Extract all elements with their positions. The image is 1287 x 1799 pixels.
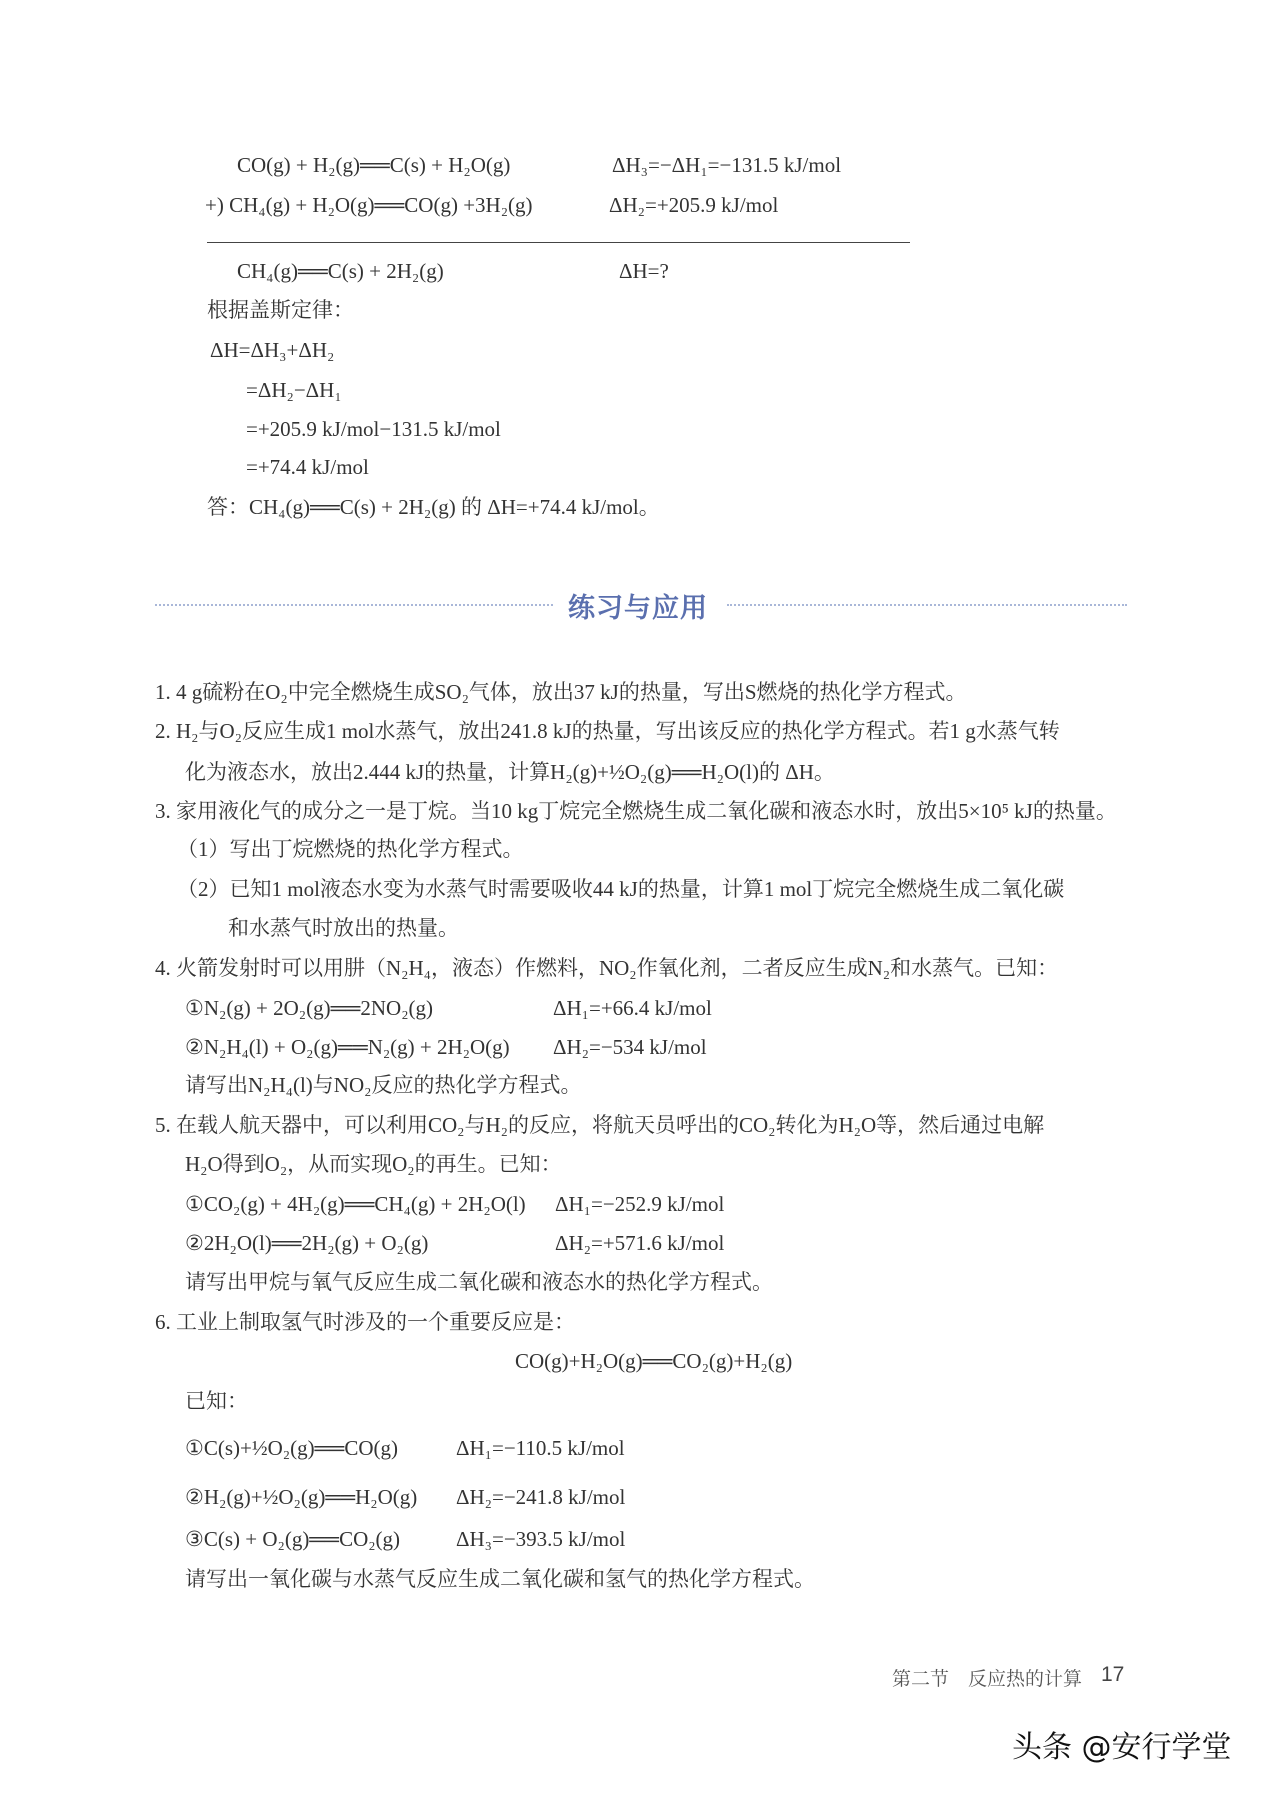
- exercise-6-eq-3: ③C(s) + O₂(g)══CO₂(g): [185, 1527, 401, 1551]
- step-1: ΔH=ΔH₃+ΔH₂: [210, 338, 335, 362]
- exercise-5-eq-2: ②2H₂O(l)══2H₂(g) + O₂(g): [185, 1231, 429, 1255]
- exercise-4-eq-2: ②N₂H₄(l) + O₂(g)══N₂(g) + 2H₂O(g): [185, 1035, 510, 1059]
- exercise-5-dh-2: ΔH₂=+571.6 kJ/mol: [555, 1231, 725, 1255]
- exercise-4-dh-1: ΔH₁=+66.4 kJ/mol: [553, 996, 712, 1020]
- exercise-6-eq-2: ②H₂(g)+½O₂(g)══H₂O(g): [185, 1485, 418, 1509]
- page-number: 17: [1101, 1663, 1125, 1686]
- exercise-4: 4. 火箭发射时可以用肼（N₂H₄，液态）作燃料，NO₂作氧化剂，二者反应生成N₂和水蒸气。已知：: [155, 956, 1059, 980]
- exercise-2: 2. H₂与O₂反应生成1 mol水蒸气，放出241.8 kJ的热量，写出该反应的热化学方程式。若1 g水蒸气转: [155, 719, 1060, 743]
- step-4: =+74.4 kJ/mol: [246, 455, 369, 479]
- exercise-4-ask: 请写出N₂H₄(l)与NO₂反应的热化学方程式。: [185, 1073, 582, 1097]
- exercise-5: 5. 在载人航天器中，可以利用CO₂与H₂的反应，将航天员呼出的CO₂转化为H₂O等，然后通过电解: [155, 1113, 1045, 1137]
- exercise-6-known: 已知：: [185, 1389, 248, 1413]
- equation-1: CO(g) + H₂(g)══C(s) + H₂O(g): [237, 153, 511, 177]
- exercise-5-ask: 请写出甲烷与氧气反应生成二氧化碳和液态水的热化学方程式。: [185, 1270, 773, 1294]
- footer-section-title: 第二节 反应热的计算: [892, 1669, 1083, 1690]
- exercise-3-part-2: （2）已知1 mol液态水变为水蒸气时需要吸收44 kJ的热量，计算1 mol丁烷完全燃烧生成二氧化碳: [177, 877, 1065, 901]
- exercise-4-eq-1: ①N₂(g) + 2O₂(g)══2NO₂(g): [185, 996, 434, 1020]
- exercise-2-cont: 化为液态水，放出2.444 kJ的热量，计算H₂(g)+½O₂(g)══H₂O(l)的 ΔH。: [185, 760, 835, 784]
- heading-divider-left: [155, 604, 553, 606]
- exercise-5-dh-1: ΔH₁=−252.9 kJ/mol: [555, 1192, 725, 1216]
- step-2: =ΔH₂−ΔH₁: [246, 378, 342, 402]
- exercise-1: 1. 4 g硫粉在O₂中完全燃烧生成SO₂气体，放出37 kJ的热量，写出S燃烧的热化学方程式。: [155, 680, 967, 704]
- enthalpy-1: ΔH₃=−ΔH₁=−131.5 kJ/mol: [612, 153, 842, 177]
- enthalpy-2: ΔH₂=+205.9 kJ/mol: [609, 193, 779, 217]
- exercise-4-dh-2: ΔH₂=−534 kJ/mol: [553, 1035, 707, 1059]
- exercise-3-part-1: （1）写出丁烷燃烧的热化学方程式。: [177, 837, 524, 861]
- sum-rule: [207, 242, 910, 243]
- exercise-6-ask: 请写出一氧化碳与水蒸气反应生成二氧化碳和氢气的热化学方程式。: [185, 1567, 815, 1591]
- exercise-6-eq-1: ①C(s)+½O₂(g)══CO(g): [185, 1436, 398, 1460]
- exercise-6-main-eq: CO(g)+H₂O(g)══CO₂(g)+H₂(g): [515, 1349, 793, 1373]
- hess-law-label: 根据盖斯定律：: [207, 298, 354, 322]
- heading-divider-right: [727, 604, 1127, 606]
- exercise-6: 6. 工业上制取氢气时涉及的一个重要反应是：: [155, 1310, 575, 1334]
- equation-2: +) CH₄(g) + H₂O(g)══CO(g) +3H₂(g): [205, 193, 533, 217]
- exercise-6-dh-2: ΔH₂=−241.8 kJ/mol: [456, 1485, 626, 1509]
- enthalpy-sum: ΔH=?: [619, 259, 669, 283]
- exercise-5-cont: H₂O得到O₂，从而实现O₂的再生。已知：: [185, 1152, 562, 1176]
- watermark: 头条 @安行学堂: [1012, 1730, 1232, 1765]
- answer: 答：CH₄(g)══C(s) + 2H₂(g) 的 ΔH=+74.4 kJ/mol。: [207, 495, 660, 519]
- section-heading: 练习与应用: [568, 593, 708, 624]
- exercise-6-dh-3: ΔH₃=−393.5 kJ/mol: [456, 1527, 626, 1551]
- exercise-6-dh-1: ΔH₁=−110.5 kJ/mol: [456, 1436, 625, 1460]
- exercise-3-part-2-cont: 和水蒸气时放出的热量。: [228, 916, 459, 940]
- exercise-3: 3. 家用液化气的成分之一是丁烷。当10 kg丁烷完全燃烧生成二氧化碳和液态水时，放出5×10⁵ kJ的热量。: [155, 799, 1117, 823]
- exercise-5-eq-1: ①CO₂(g) + 4H₂(g)══CH₄(g) + 2H₂O(l): [185, 1192, 526, 1216]
- equation-sum: CH₄(g)══C(s) + 2H₂(g): [237, 259, 444, 283]
- step-3: =+205.9 kJ/mol−131.5 kJ/mol: [246, 417, 501, 441]
